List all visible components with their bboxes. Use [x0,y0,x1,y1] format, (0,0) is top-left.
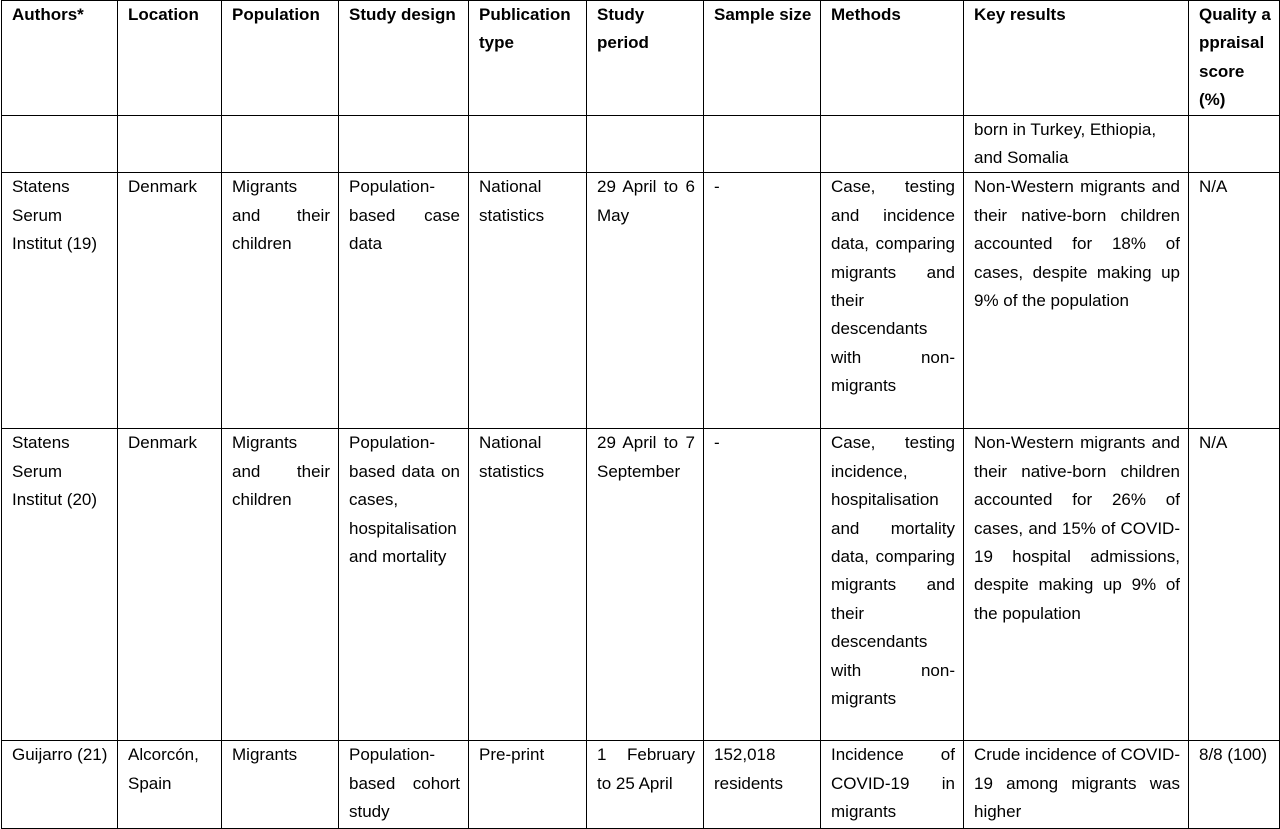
header-location: Location [118,1,222,116]
table-row [2,115,1280,173]
cell-sample-size: - [704,173,821,429]
header-publication-type: Publication type [469,1,587,116]
studies-table [1,0,1280,829]
header-study-design: Study design [339,1,469,116]
cell-publication-type: Pre-print [469,741,587,829]
cell-authors: Guijarro (21) [2,741,118,829]
cell-study-period: 1 February to 25 April [587,741,704,829]
cell-key-results: Crude incidence of COVID-19 among migrants was higher [964,741,1189,829]
cell-population: Migrants and their children [222,173,339,429]
cell-methods: Incidence of COVID-19 in migrants [821,741,964,829]
cell-key-results: Non-Western migrants and their native-born children accounted for 26% of cases, and 15% of COVID-19 hospital admissions, despite making up 9% of the population [964,429,1189,741]
header-sample-size: Sample size [704,1,821,116]
cell-methods: Case, testing incidence, hospitalisation and mortality data, comparing migrants and their descendants with non-migrants [821,429,964,741]
cell-study-period: 29 April to 7 September [587,429,704,741]
cell-population: Migrants [222,741,339,829]
cell-quality-score: N/A [1189,429,1280,741]
header-key-results: Key results [964,1,1189,116]
cell-publication-type: National statistics [469,173,587,429]
header-study-period: Study period [587,1,704,116]
header-authors: Authors* [2,1,118,116]
cell-authors: Statens Serum Institut (20) [2,429,118,741]
header-methods: Methods [821,1,964,116]
cell-authors: Statens Serum Institut (19) [2,173,118,429]
header-population: Population [222,1,339,116]
cell-key-results: Non-Western migrants and their native-born children accounted for 18% of cases, despite making up 9% of the population [964,173,1189,429]
cell-study-design: Population-based data on cases, hospitalisation and mortality [339,429,469,741]
cell-study-design: Population-based case data [339,173,469,429]
cell-location: Denmark [118,173,222,429]
cell-location: Denmark [118,429,222,741]
cell-key-results: born in Turkey, Ethiopia, and Somalia [964,115,1189,173]
cell-study-design: Population-based cohort study [339,741,469,829]
table-row [2,741,1280,829]
table-row [2,173,1280,429]
cell-publication-type: National statistics [469,429,587,741]
cell-sample-size: - [704,429,821,741]
table-row [2,429,1280,741]
cell-study-period: 29 April to 6 May [587,173,704,429]
header-quality-score: Quality appraisal score (%) [1189,1,1280,116]
cell-population: Migrants and their children [222,429,339,741]
cell-quality-score: N/A [1189,173,1280,429]
cell-methods: Case, testing and incidence data, comparing migrants and their descendants with non-migrants [821,173,964,429]
table-header-row [2,1,1280,116]
cell-location: Alcorcón, Spain [118,741,222,829]
cell-quality-score: 8/8 (100) [1189,741,1280,829]
cell-sample-size: 152,018 residents [704,741,821,829]
